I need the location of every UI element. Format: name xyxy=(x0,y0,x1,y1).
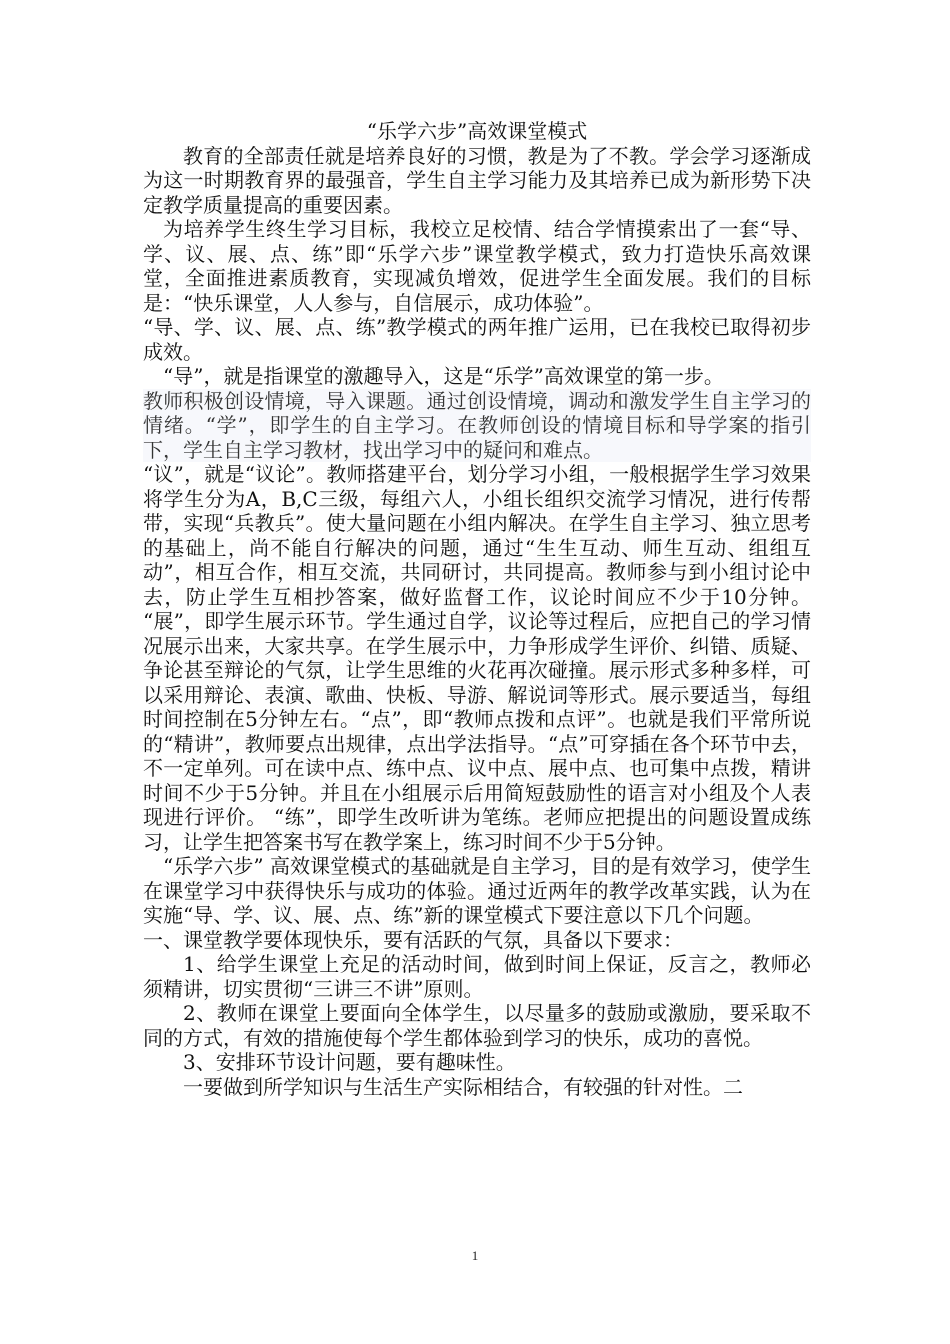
document-title: “乐学六步”高效课堂模式 xyxy=(366,119,588,143)
paragraph-intro: 教育的全部责任就是培养良好的习惯，教是为了不教。学会学习逐渐成为这一时期教育界的最强音，学生自主学习能力及其培养已成为新形势下决定教学质量提高的重要因素。 xyxy=(143,143,811,217)
paragraph-goal: 为培养学生终生学习目标，我校立足校情、结合学情摸索出了一套“导、学、议、展、点、练”即“乐学六步”课堂教学模式，致力打造快乐高效课堂，全面推进素质教育，实现减负增效，促进学生全面发展。我们的目标是：“快乐课堂，人人参与，自信展示，成功体验”。 xyxy=(143,217,811,315)
paragraph-step-learn: 教师积极创设情境，导入课题。通过创设情境，调动和激发学生自主学习的情绪。“学”，即学生的自主学习。在教师创设的情境目标和导学案的指引下，学生自主学习教材，找出学习中的疑问和难点。 xyxy=(143,388,811,462)
paragraph-results: “导、学、议、展、点、练”教学模式的两年推广运用，已在我校已取得初步成效。 xyxy=(143,315,811,364)
page-number: 1 xyxy=(471,1248,479,1263)
paragraph-foundation: “乐学六步” 高效课堂模式的基础就是自主学习，目的是有效学习，使学生在课堂学习中获得快乐与成功的体验。通过近两年的教学改革实践，认为在实施“导、学、议、展、点、练”新的课堂模式下要注意以下几个问题。 xyxy=(143,854,811,927)
paragraph-step-guide: “导”，就是指课堂的激趣导入，这是“乐学”高效课堂的第一步。 xyxy=(163,364,724,388)
paragraph-continuation: 一要做到所学知识与生活生产实际相结合，有较强的针对性。二 xyxy=(183,1074,743,1099)
list-item-3: 3、安排环节设计问题，要有趣味性。 xyxy=(183,1050,516,1074)
document-body xyxy=(143,119,811,1099)
list-item-1: 1、给学生课堂上充足的活动时间，做到时间上保证，反言之，教师必须精讲，切实贯彻“三讲三不讲”原则。 xyxy=(143,952,811,1001)
paragraph-step-discuss-show-point-practice: “议”，就是“议论”。教师搭建平台，划分学习小组，一般根据学生学习效果将学生分为A，B,C三级，每组六人，小组长组织交流学习情况，进行传帮带，实现“兵教兵”。使大量问题在小组内解决。在学生自主学习、独立思考的基础上，尚不能自行解决的问题，通过“生生互动、师生互动、组组互动”，相互合作，相互交流，共同研讨，共同提高。教师参与到小组讨论中去，防止学生互相抄答案，做好监督工作，议论时间应不少于10分钟。 “展”，即学生展示环节。学生通过自学，议论等过程后，应把自己的学习情况展示出来，大家共享。在学生展示中，力争形成学生评价、纠错、质疑、争论甚至辩论的气氛，让学生思维的火花再次碰撞。展示形式多种多样，可以采用辩论、表演、歌曲、快板、导游、解说词等形式。展示要适当，每组时间控制在5分钟左右。“点”，即“教师点拨和点评”。也就是我们平常所说的“精讲”，教师要点出规律，点出学法指导。“点”可穿插在各个环节中去，不一定单列。可在读中点、练中点、议中点、展中点、也可集中点拨，精讲时间不少于5分钟。并且在小组展示后用简短鼓励性的语言对小组及个人表现进行评价。 “练”，即学生改听讲为笔练。老师应把提出的问题设置成练习，让学生把答案书写在教学案上，练习时间不少于5分钟。 xyxy=(143,462,811,854)
section-heading-1: 一、课堂教学要体现快乐，要有活跃的气氛，具备以下要求： xyxy=(143,927,683,952)
list-item-2: 2、教师在课堂上要面向全体学生，以尽量多的鼓励或激励，要采取不同的方式，有效的措施使每个学生都体验到学习的快乐，成功的喜悦。 xyxy=(143,1001,811,1050)
